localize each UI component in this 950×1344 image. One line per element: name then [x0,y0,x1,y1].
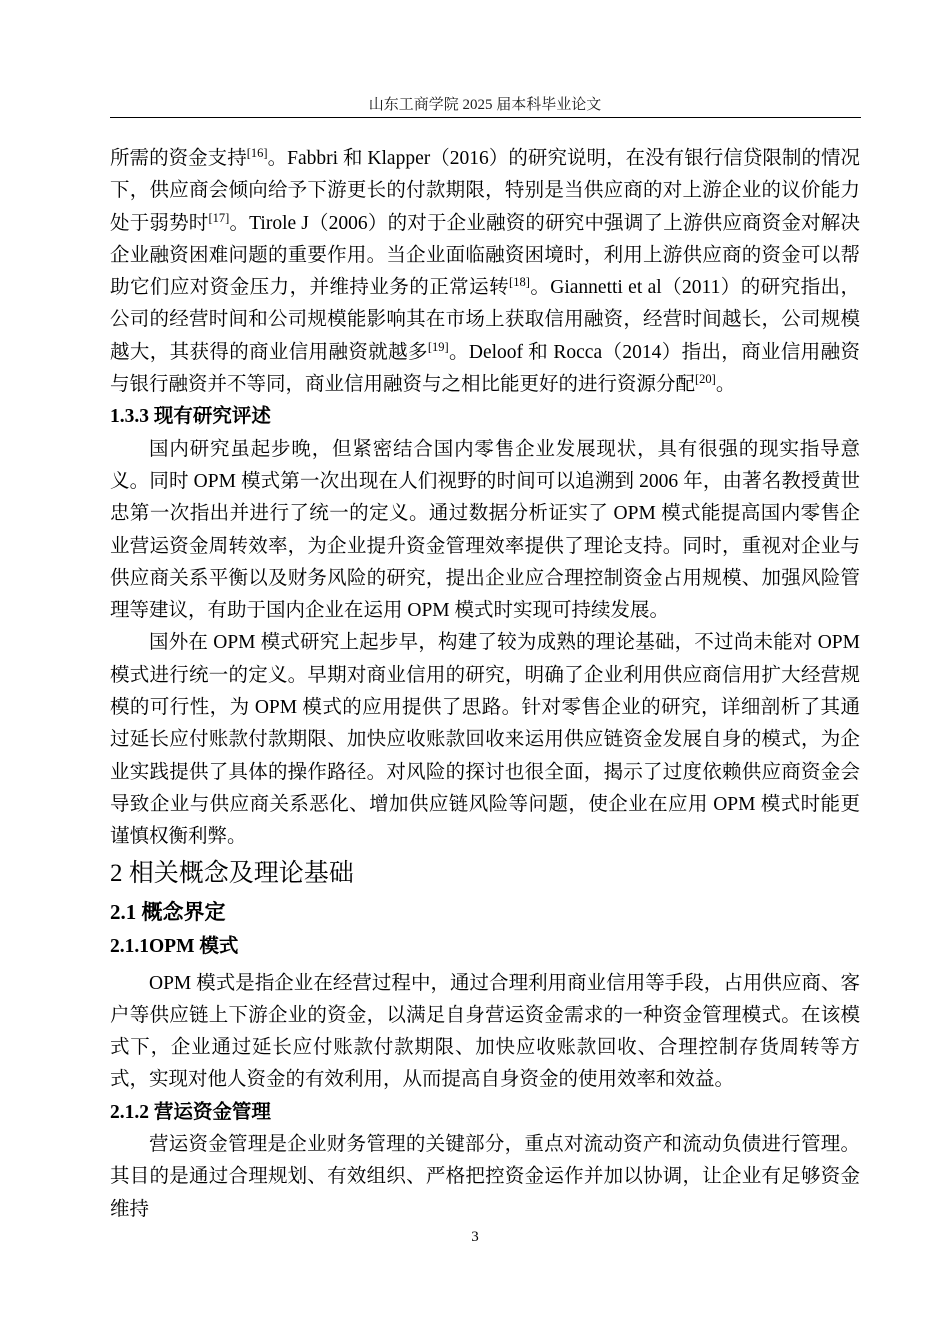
paragraph-working-capital-management: 营运资金管理是企业财务管理的关键部分，重点对流动资产和流动负债进行管理。其目的是通过合理规划、有效组织、严格把控资金运作并加以协调，让企业有足够资金维持 [110,1134,860,1220]
citation-ref: [16] [246,146,268,160]
citation-ref: [19] [427,339,449,354]
document-body [110,143,860,1226]
citation-ref: [18] [509,275,530,290]
page-number: 3 [471,1229,479,1245]
heading-2-1-2-working-capital-management: 2.1.2 营运资金管理 [110,1101,271,1123]
page-header-title: 山东工商学院 2025 届本科毕业论文 [368,97,602,113]
paragraph-opm-model-definition: OPM 模式是指企业在经营过程中，通过合理利用商业信用等手段，占用供应商、客户等供应链上下游企业的资金，以满足自身营运资金需求的一种资金管理模式。在该模式下，企业通过延长应付账款付款期限、加快应收账款回收、合理控制存货周转等方式，实现对他人资金的有效利用，从而提高自身资金的使用效率和效益。 [110,972,860,1091]
heading-2-1-1-opm-model: 2.1.1OPM 模式 [110,935,239,957]
heading-chapter-2-concepts-theory: 2 相关概念及理论基础 [110,859,354,887]
paragraph-literature-review-foreign: 所需的资金支持[16]。Fabbri 和 Klapper（2016）的研究说明，在没有银行信贷限制的情况下，供应商会倾向给予下游更长的付款期限，特别是当供应商的对上游企业的议价能力处于弱势时[17]。Tirole J（2006）的对于企业融资的研究中强调了上游供应商资金对解决企业融资困难问题的重要作用。当企业面临融资困境时，利用上游供应商的资金可以帮助它们应对资金压力，并维持业务的正常运转[18]。Giannetti et al（2011）的研究指出，公司的经营时间和公司规模能影响其在市场上获取信用融资，经营时间越长，公司规模越大，其获得的商业信用融资就越多[19]。Deloof 和 Rocca（2014）指出，商业信用融资与银行融资并不等同，商业信用融资与之相比能更好的进行资源分配[20]。 [110,146,860,396]
header-divider-rule [110,117,861,118]
citation-ref: [20] [695,372,716,387]
paragraph-foreign-research-review: 国外在 OPM 模式研究上起步早，构建了较为成熟的理论基础，不过尚未能对 OPM 模式进行统一的定义。早期对商业信用的研究，明确了企业利用供应商信用扩大经营规模的可行性，为 OPM 模式的应用提供了思路。针对零售企业的研究，详细剖析了其通过延长应付账款付款期限、加快应收账款回收来运用供应链资金发展自身的模式，为企业实践提供了具体的操作路径。对风险的探讨也很全面，揭示了过度依赖供应商资金会导致企业与供应商关系恶化、增加供应链风险等问题，使企业在应用 OPM 模式时能更谨慎权衡利弊。 [110,632,860,848]
heading-2-1-concept-definition: 2.1 概念界定 [110,899,226,924]
citation-ref: [17] [208,210,230,225]
paragraph-domestic-research-review: 国内研究虽起步晚，但紧密结合国内零售企业发展现状，具有很强的现实指导意义。同时 OPM 模式第一次出现在人们视野的时间可以追溯到 2006 年，由著名教授黄世忠第一次指出并进行了统一的定义。通过数据分析证实了 OPM 模式能提高国内零售企业营运资金周转效率，为企业提升资金管理效率提供了理论支持。同时，重视对企业与供应商关系平衡以及财务风险的研究，提出企业应合理控制资金占用规模、加强风险管理等建议，有助于国内企业在运用 OPM 模式时实现可持续发展。 [110,438,860,622]
heading-1-3-3-research-commentary: 1.3.3 现有研究评述 [110,406,271,428]
